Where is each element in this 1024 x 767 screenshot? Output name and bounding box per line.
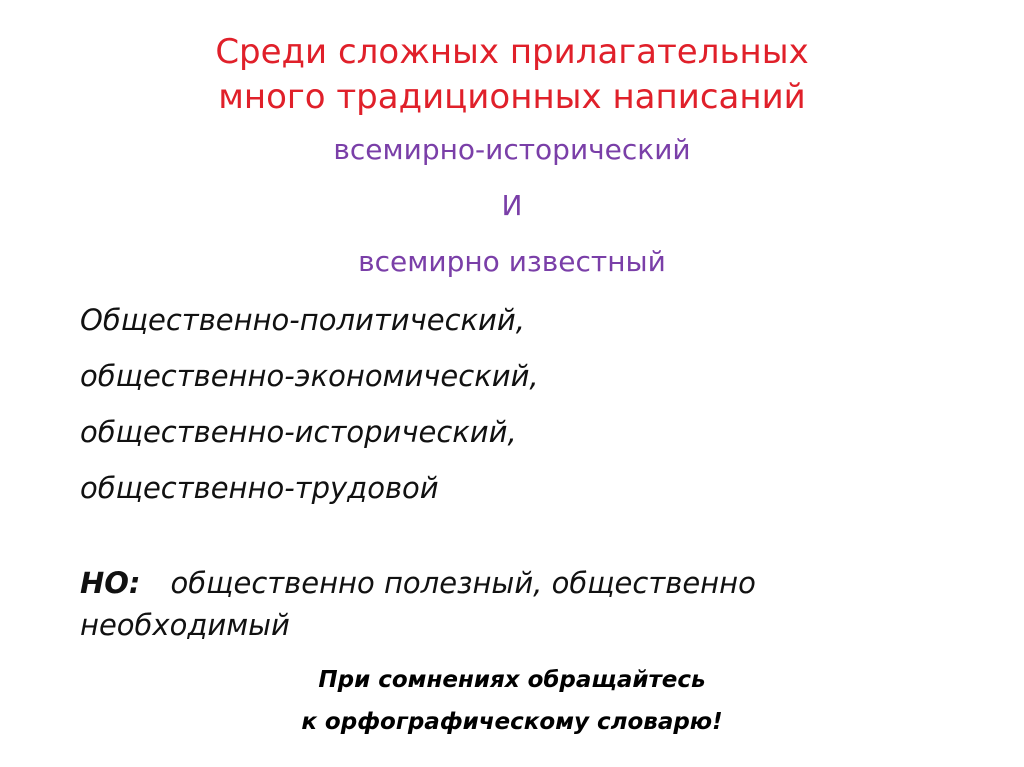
exception-block — [80, 562, 940, 646]
title-line-2: много традиционных написаний — [218, 77, 806, 117]
exception-label: НО: — [80, 566, 141, 600]
note-line-2: к орфографическому словарю! — [301, 709, 723, 735]
list-item: общественно-экономический, — [80, 359, 539, 393]
title-line-1: Среди сложных прилагательных — [215, 32, 809, 72]
list-item: Общественно-политический, — [80, 303, 525, 337]
note-line-1: При сомнениях обращайтесь — [318, 667, 706, 693]
list-item: общественно-трудовой — [80, 471, 439, 505]
exception-text: общественно полезный, общественно необходимый — [80, 566, 756, 642]
example-separate: всемирно известный — [358, 245, 666, 278]
example-conjunction: И — [501, 189, 523, 222]
slide-title — [0, 30, 1024, 120]
example-hyphenated: всемирно-исторический — [333, 133, 691, 166]
list-item: общественно-исторический, — [80, 415, 517, 449]
word-list — [80, 292, 539, 516]
